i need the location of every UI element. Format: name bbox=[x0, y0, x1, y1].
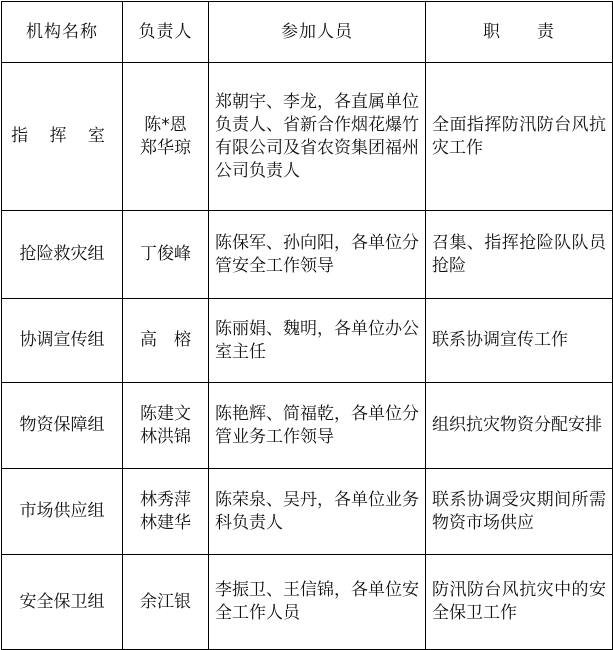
header-row bbox=[2, 2, 613, 63]
members-cell: 陈艳辉、简福乾，各单位分管业务工作领导 bbox=[209, 383, 426, 469]
duty-cell: 召集、指挥抢险队队员抢险 bbox=[426, 211, 613, 299]
leader-name: 高 榕 bbox=[140, 330, 191, 350]
table-row bbox=[2, 383, 613, 469]
org-name-cell: 安全保卫组 bbox=[2, 555, 123, 650]
org-name-cell: 物资保障组 bbox=[2, 383, 123, 469]
leader-cell bbox=[123, 63, 209, 211]
table-row bbox=[2, 299, 613, 383]
leader-name: 陈建文 bbox=[140, 403, 191, 424]
header-members: 参加人员 bbox=[209, 2, 426, 63]
leader-name: 林洪锦 bbox=[140, 426, 191, 447]
leader-name: 林建华 bbox=[140, 512, 191, 533]
members-cell: 郑朝宇、李龙，各直属单位负责人、省新合作烟花爆竹有限公司及省农资集团福州公司负责人 bbox=[209, 63, 426, 211]
leader-name: 余江银 bbox=[140, 591, 191, 612]
leader-name: 郑华琼 bbox=[140, 137, 191, 158]
duty-cell: 组织抗灾物资分配安排 bbox=[426, 383, 613, 469]
responsibility-table bbox=[1, 1, 613, 650]
leader-name: 陈*恩 bbox=[144, 114, 187, 135]
leader-cell bbox=[123, 469, 209, 555]
leader-cell bbox=[123, 299, 209, 383]
duty-cell: 联系协调宣传工作 bbox=[426, 299, 613, 383]
org-name-cell: 协调宣传组 bbox=[2, 299, 123, 383]
table-row bbox=[2, 211, 613, 299]
header-leader: 负责人 bbox=[123, 2, 209, 63]
table-row bbox=[2, 469, 613, 555]
members-cell: 陈保军、孙向阳，各单位分管安全工作领导 bbox=[209, 211, 426, 299]
table-row bbox=[2, 555, 613, 650]
leader-cell bbox=[123, 383, 209, 469]
org-name-cell: 市场供应组 bbox=[2, 469, 123, 555]
leader-name: 丁俊峰 bbox=[140, 244, 191, 264]
members-cell: 陈荣泉、吴丹，各单位业务科负责人 bbox=[209, 469, 426, 555]
duty-cell: 防汛防台风抗灾中的安全保卫工作 bbox=[426, 555, 613, 650]
header-org-name: 机构名称 bbox=[2, 2, 123, 63]
org-name-cell: 指 挥 室 bbox=[2, 63, 123, 211]
duty-cell: 联系协调受灾期间所需物资市场供应 bbox=[426, 469, 613, 555]
duty-cell: 全面指挥防汛防台风抗灾工作 bbox=[426, 63, 613, 211]
header-duty: 职 责 bbox=[426, 2, 613, 63]
org-name-cell: 抢险救灾组 bbox=[2, 211, 123, 299]
members-cell: 李振卫、王信锦，各单位安全工作人员 bbox=[209, 555, 426, 650]
leader-name: 林秀萍 bbox=[140, 489, 191, 510]
table-row bbox=[2, 63, 613, 211]
members-cell: 陈丽娟、魏明，各单位办公室主任 bbox=[209, 299, 426, 383]
leader-cell bbox=[123, 211, 209, 299]
leader-cell bbox=[123, 555, 209, 650]
